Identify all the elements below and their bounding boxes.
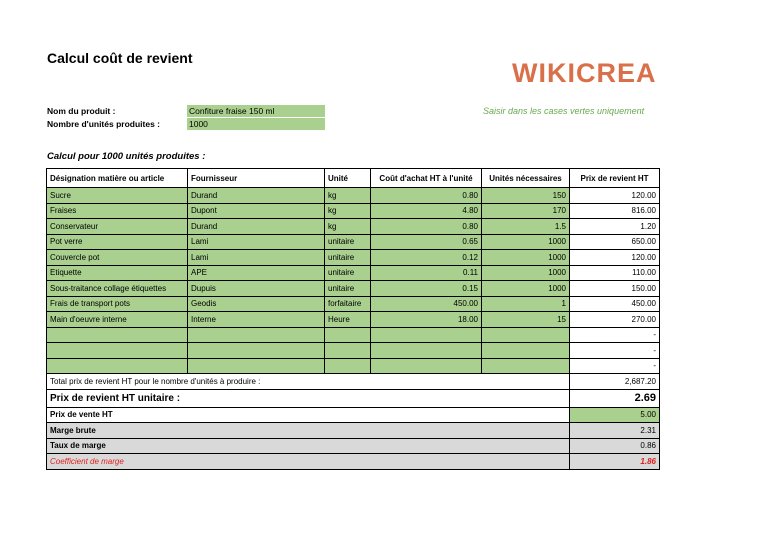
cell-cout[interactable]: 18.00 xyxy=(371,312,482,328)
table-row xyxy=(47,281,660,297)
cell-unites[interactable]: 1 xyxy=(482,296,570,312)
product-name-field[interactable]: Confiture fraise 150 ml xyxy=(187,105,325,117)
cell-fournisseur[interactable] xyxy=(188,327,325,343)
cell-unite[interactable]: Heure xyxy=(325,312,371,328)
cell-unite[interactable] xyxy=(325,327,371,343)
cell-designation[interactable]: Sous-traitance collage étiquettes xyxy=(47,281,188,297)
cell-fournisseur[interactable]: Durand xyxy=(188,219,325,235)
table-row xyxy=(47,327,660,343)
cell-prix: 270.00 xyxy=(570,312,660,328)
gross-margin-row xyxy=(47,423,660,439)
margin-coef-row xyxy=(47,454,660,470)
cell-prix: 150.00 xyxy=(570,281,660,297)
cell-cout[interactable]: 0.80 xyxy=(371,219,482,235)
gross-margin-label: Marge brute xyxy=(47,423,570,439)
cell-unites[interactable]: 1.5 xyxy=(482,219,570,235)
cell-prix: 816.00 xyxy=(570,203,660,219)
cell-cout[interactable]: 450.00 xyxy=(371,296,482,312)
cell-unites[interactable]: 15 xyxy=(482,312,570,328)
cell-unite[interactable]: unitaire xyxy=(325,250,371,266)
table-row xyxy=(47,188,660,204)
cell-prix: 650.00 xyxy=(570,234,660,250)
product-name-label: Nom du produit : xyxy=(47,106,116,116)
margin-rate-value: 0.86 xyxy=(570,438,660,454)
unit-cost-value: 2.69 xyxy=(570,389,660,407)
table-row xyxy=(47,312,660,328)
cell-cout[interactable]: 0.11 xyxy=(371,265,482,281)
cell-unite[interactable] xyxy=(325,358,371,374)
cell-fournisseur[interactable]: Lami xyxy=(188,234,325,250)
table-row xyxy=(47,219,660,235)
table-row xyxy=(47,203,660,219)
cell-unite[interactable]: unitaire xyxy=(325,281,371,297)
total-value: 2,687.20 xyxy=(570,374,660,390)
cell-prix: - xyxy=(570,358,660,374)
cell-fournisseur[interactable]: Durand xyxy=(188,188,325,204)
cell-unite[interactable]: kg xyxy=(325,203,371,219)
sale-price-label: Prix de vente HT xyxy=(47,407,570,423)
cell-fournisseur[interactable]: Dupuis xyxy=(188,281,325,297)
cell-prix: 120.00 xyxy=(570,188,660,204)
cell-prix: 110.00 xyxy=(570,265,660,281)
cell-unites[interactable]: 1000 xyxy=(482,281,570,297)
unit-cost-label: Prix de revient HT unitaire : xyxy=(47,389,570,407)
input-hint: Saisir dans les cases vertes uniquement xyxy=(483,106,645,116)
cell-unite[interactable]: forfaitaire xyxy=(325,296,371,312)
table-header-row xyxy=(47,169,660,188)
cell-designation[interactable]: Main d'oeuvre interne xyxy=(47,312,188,328)
cell-unites[interactable]: 1000 xyxy=(482,265,570,281)
header-fournisseur: Fournisseur xyxy=(188,169,325,188)
cell-designation[interactable] xyxy=(47,358,188,374)
cell-designation[interactable] xyxy=(47,327,188,343)
table-row xyxy=(47,234,660,250)
cell-unites[interactable] xyxy=(482,358,570,374)
cell-designation[interactable]: Fraises xyxy=(47,203,188,219)
cell-cout[interactable] xyxy=(371,358,482,374)
cell-cout[interactable] xyxy=(371,327,482,343)
cell-designation[interactable]: Couvercle pot xyxy=(47,250,188,266)
cell-unite[interactable]: unitaire xyxy=(325,234,371,250)
cell-designation[interactable] xyxy=(47,343,188,359)
cell-prix: 120.00 xyxy=(570,250,660,266)
table-row xyxy=(47,296,660,312)
cell-fournisseur[interactable] xyxy=(188,358,325,374)
margin-rate-label: Taux de marge xyxy=(47,438,570,454)
header-unite: Unité xyxy=(325,169,371,188)
cell-designation[interactable]: Conservateur xyxy=(47,219,188,235)
margin-rate-row xyxy=(47,438,660,454)
cell-unites[interactable] xyxy=(482,327,570,343)
calc-label: Calcul pour 1000 unités produites : xyxy=(47,151,206,162)
cell-unite[interactable]: unitaire xyxy=(325,265,371,281)
cost-table xyxy=(46,168,660,470)
units-produced-label: Nombre d'unités produites : xyxy=(47,119,160,129)
cell-designation[interactable]: Pot verre xyxy=(47,234,188,250)
table-row xyxy=(47,343,660,359)
wikicrea-logo: WIKICREA xyxy=(512,58,657,88)
header-cout: Coût d'achat HT à l'unité xyxy=(371,169,482,188)
cell-cout[interactable]: 0.65 xyxy=(371,234,482,250)
gross-margin-value: 2.31 xyxy=(570,423,660,439)
cell-designation[interactable]: Sucre xyxy=(47,188,188,204)
page-title: Calcul coût de revient xyxy=(47,50,193,66)
cell-fournisseur[interactable]: Geodis xyxy=(188,296,325,312)
cell-prix: - xyxy=(570,343,660,359)
cell-cout[interactable]: 4.80 xyxy=(371,203,482,219)
table-row xyxy=(47,250,660,266)
units-produced-field[interactable]: 1000 xyxy=(187,118,325,130)
cell-cout[interactable]: 0.12 xyxy=(371,250,482,266)
cell-prix: 1.20 xyxy=(570,219,660,235)
sale-price-field[interactable]: 5.00 xyxy=(570,407,660,423)
cell-fournisseur[interactable] xyxy=(188,343,325,359)
cell-designation[interactable]: Frais de transport pots xyxy=(47,296,188,312)
margin-coef-label: Coefficient de marge xyxy=(47,454,570,470)
cell-fournisseur[interactable]: APE xyxy=(188,265,325,281)
cell-cout[interactable] xyxy=(371,343,482,359)
cell-fournisseur[interactable]: Dupont xyxy=(188,203,325,219)
cell-unite[interactable] xyxy=(325,343,371,359)
cell-unite[interactable]: kg xyxy=(325,219,371,235)
cell-unites[interactable]: 1000 xyxy=(482,250,570,266)
cell-prix: - xyxy=(570,327,660,343)
cell-unites[interactable]: 1000 xyxy=(482,234,570,250)
header-unites: Unités nécessaires xyxy=(482,169,570,188)
cell-fournisseur[interactable]: Interne xyxy=(188,312,325,328)
table-row xyxy=(47,358,660,374)
cell-cout[interactable]: 0.15 xyxy=(371,281,482,297)
total-row xyxy=(47,374,660,390)
unit-cost-row xyxy=(47,389,660,407)
cell-prix: 450.00 xyxy=(570,296,660,312)
margin-coef-value: 1.86 xyxy=(570,454,660,470)
cell-fournisseur[interactable]: Lami xyxy=(188,250,325,266)
cell-unite[interactable]: kg xyxy=(325,188,371,204)
cell-unites[interactable] xyxy=(482,343,570,359)
table-row xyxy=(47,265,660,281)
cell-unites[interactable]: 170 xyxy=(482,203,570,219)
cell-unites[interactable]: 150 xyxy=(482,188,570,204)
header-prix: Prix de revient HT xyxy=(570,169,660,188)
sale-price-row xyxy=(47,407,660,423)
cell-designation[interactable]: Etiquette xyxy=(47,265,188,281)
cell-cout[interactable]: 0.80 xyxy=(371,188,482,204)
total-label: Total prix de revient HT pour le nombre d'unités à produire : xyxy=(47,374,570,390)
header-designation: Désignation matière ou article xyxy=(47,169,188,188)
